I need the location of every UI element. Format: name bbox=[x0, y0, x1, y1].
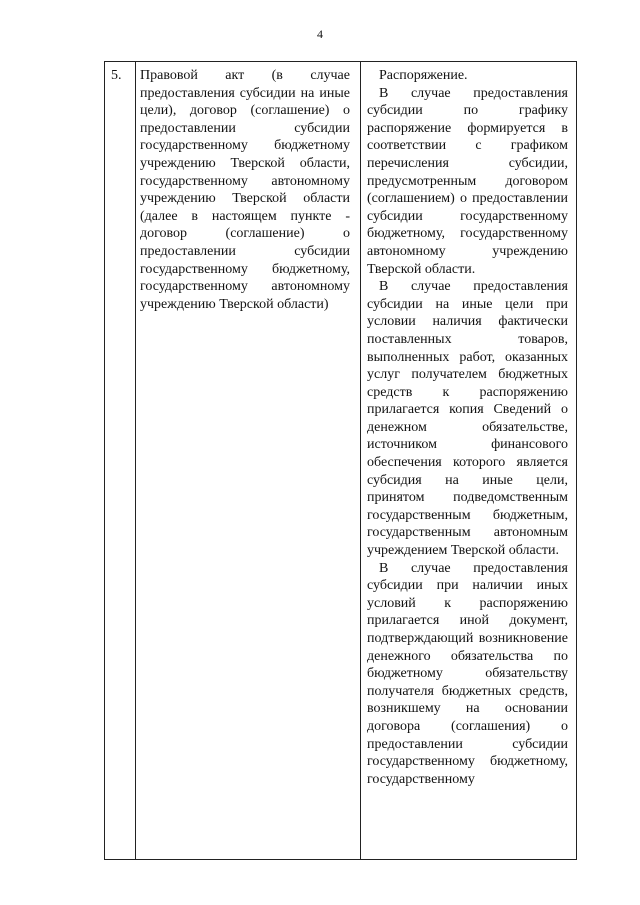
column-divider bbox=[135, 62, 136, 859]
paragraph: В случае предоставления субсидии по графику распоряжение формируется в соответствии с графиком перечисления субсидии, предусмотренным договором (соглашением) о предоставлении субсидии государственному бюджетному, государственному автономному учреждению Тверской области. bbox=[367, 85, 568, 277]
page-number: 4 bbox=[317, 27, 323, 41]
row-number: 5. bbox=[111, 68, 122, 83]
paragraph: Распоряжение. bbox=[379, 68, 468, 83]
paragraph: В случае предоставления субсидии на иные цели при условии наличия фактически поставленных товаров, выполненных работ, оказанных услуг получателем бюджетных средств к распоряжению прилагается копия Сведений о денежном обязательстве, источником финансового обеспечения которого является субсидия на иные цели, принятом подведомственным государственным бюджетным, государственным автономным учреждением Тверской области. bbox=[367, 279, 568, 559]
legal-act-description: Правовой акт (в случае предоставления субсидии на иные цели), договор (соглашение) о предоставлении субсидии государственному бюджетному учреждению Тверской области, государственному автономному учреждению Тверской области (далее в настоящем пункте - договор (соглашение) о предоставлении субсидии государственному бюджетному, государственному автономному учреждению Тверской области) bbox=[140, 68, 350, 312]
paragraph: В случае предоставления субсидии при наличии иных условий к распоряжению прилагается иной документ, подтверждающий возникновение денежного обязательства по бюджетному обязательству получателя бюджетных средств, возникшему на основании договора (соглашения) о предоставлении субсидии государственному бюджетному, государственному bbox=[367, 560, 568, 787]
column-divider bbox=[360, 62, 361, 859]
document-table bbox=[104, 61, 577, 860]
procedure-description bbox=[367, 67, 568, 788]
